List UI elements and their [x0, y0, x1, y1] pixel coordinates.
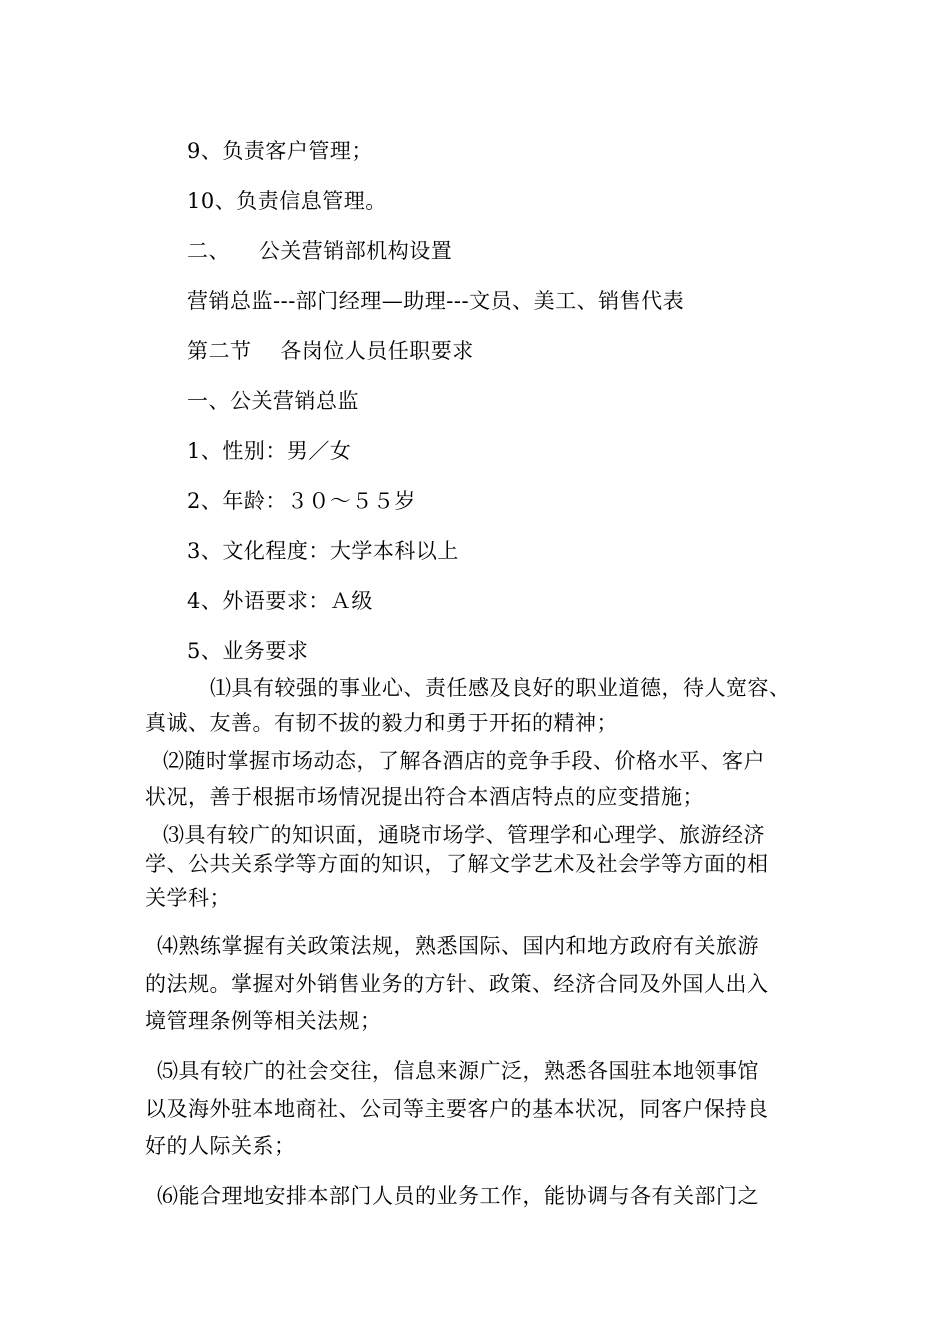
req-gender: 1、性别：男／女	[187, 439, 352, 463]
paragraph-5-line-3: 好的人际关系；	[145, 1134, 296, 1158]
list-item-9: 9、负责客户管理；	[187, 139, 373, 163]
paragraph-3-line-2: 学、公共关系学等方面的知识，了解文学艺术及社会学等方面的相	[145, 852, 769, 876]
req-business: 5、业务要求	[187, 639, 309, 663]
paragraph-1-line-1: ⑴具有较强的事业心、责任感及良好的职业道德，待人宽容、	[210, 676, 791, 700]
paragraph-6-line-1: ⑹能合理地安排本部门人员的业务工作，能协调与各有关部门之	[157, 1184, 759, 1208]
paragraph-3-line-1: ⑶具有较广的知识面，通晓市场学、管理学和心理学、旅游经济	[163, 823, 765, 847]
req-language: 4、外语要求：Ａ级	[187, 589, 373, 613]
paragraph-1-line-2: 真诚、友善。有韧不拔的毅力和勇于开拓的精神；	[145, 711, 618, 735]
subheading-director: 一、公关营销总监	[187, 389, 359, 413]
paragraph-2-line-1: ⑵随时掌握市场动态，了解各酒店的竞争手段、价格水平、客户	[163, 749, 765, 773]
req-education: 3、文化程度：大学本科以上	[187, 539, 459, 563]
paragraph-4-line-3: 境管理条例等相关法规；	[145, 1009, 382, 1033]
paragraph-5-line-1: ⑸具有较广的社会交往，信息来源广泛，熟悉各国驻本地领事馆	[157, 1059, 759, 1083]
paragraph-5-line-2: 以及海外驻本地商社、公司等主要客户的基本状况，同客户保持良	[145, 1097, 769, 1121]
section-heading-structure: 二、 公关营销部机构设置	[187, 239, 453, 263]
paragraph-4-line-2: 的法规。掌握对外销售业务的方针、政策、经济合同及外国人出入	[145, 972, 769, 996]
section-heading-chapter-2: 第二节 各岗位人员任职要求	[187, 339, 474, 363]
paragraph-3-line-3: 关学科；	[145, 886, 231, 910]
list-item-10: 10、负责信息管理。	[187, 189, 387, 213]
req-age: 2、年龄：３０～５５岁	[187, 489, 416, 513]
org-chain-text: 营销总监---部门经理—助理---文员、美工、销售代表	[187, 289, 685, 313]
paragraph-4-line-1: ⑷熟练掌握有关政策法规，熟悉国际、国内和地方政府有关旅游	[157, 934, 759, 958]
paragraph-2-line-2: 状况，善于根据市场情况提出符合本酒店特点的应变措施；	[145, 785, 704, 809]
